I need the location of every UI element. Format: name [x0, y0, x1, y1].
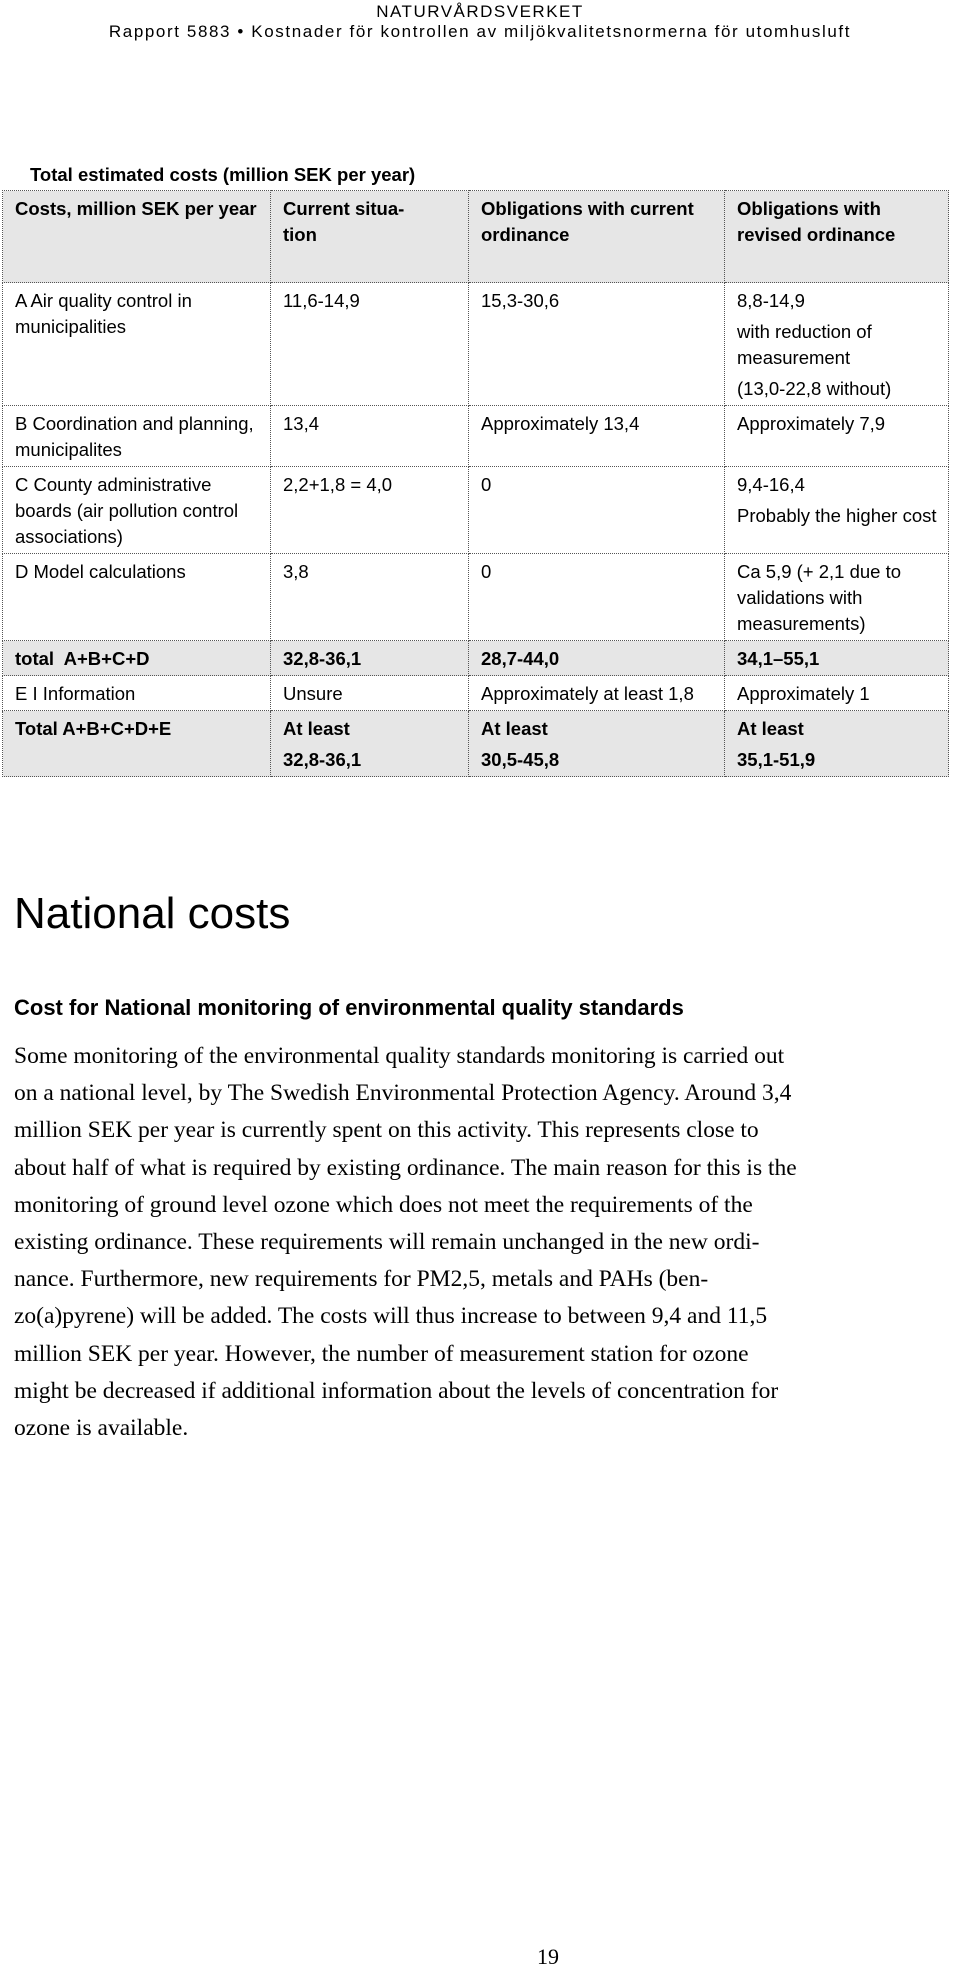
cell-obligations-revised	[725, 711, 949, 777]
section-subheading: Cost for National monitoring of environmental quality standards	[14, 995, 684, 1020]
cell-current: 32,8-36,1	[271, 641, 469, 676]
cell-current	[271, 711, 469, 777]
table-row	[3, 283, 949, 406]
section-heading: National costs	[14, 889, 291, 938]
cell-prefix: At least	[481, 718, 548, 739]
cell-current: 3,8	[271, 554, 469, 641]
cell-value: 35,1-51,9	[737, 749, 816, 770]
cost-table	[2, 190, 949, 777]
table-title: Total estimated costs (million SEK per year)	[30, 164, 416, 185]
cell-current: 11,6-14,9	[271, 283, 469, 406]
cell-obligations-revised: Ca 5,9 (+ 2,1 due to validations with measurements)	[725, 554, 949, 641]
row-label: E I Information	[3, 676, 271, 711]
cell-value: 30,5-45,8	[481, 749, 560, 770]
cell-obligations-revised: 34,1–55,1	[725, 641, 949, 676]
cell-prefix: At least	[283, 718, 350, 739]
row-label: A Air quality control in municipalities	[3, 283, 271, 406]
page-number: 19	[537, 1944, 559, 1969]
cell-current: 2,2+1,8 = 4,0	[271, 467, 469, 554]
page-header	[0, 2, 960, 42]
table-total-row	[3, 641, 949, 676]
table-row	[3, 676, 949, 711]
table-row	[3, 554, 949, 641]
cell-obligations-current: 28,7-44,0	[469, 641, 725, 676]
cell-note: with reduction of measurement	[737, 321, 872, 368]
row-label: Total A+B+C+D+E	[3, 711, 271, 777]
row-label: D Model calculations	[3, 554, 271, 641]
cell-obligations-current: 0	[469, 467, 725, 554]
cell-obligations-revised	[725, 283, 949, 406]
row-label: C County administrative boards (air pollution control associations)	[3, 467, 271, 554]
cell-prefix: At least	[737, 718, 804, 739]
cell-obligations-current: Approximately at least 1,8	[469, 676, 725, 711]
column-header	[271, 191, 469, 283]
table-row	[3, 467, 949, 554]
body-paragraph: Some monitoring of the environmental quality standards monitoring is carried out on a national level, by The Swedish Environmental Protection Agency. Around 3,4 million SEK per year is currently spent on this activity. This represents close to about half of what is required by existing ordinance. The main reason for this is the monitoring of ground level ozone which does not meet the requirements of the existing ordinance. These requirements will remain unchanged in the new ordi- nance. Furthermore, new requirements for PM2,5, metals and PAHs (ben- zo(a)pyrene) will be added. The costs will thus increase to between 9,4 and 11,5 million SEK per year. However, the number of measurement station for ozone might be decreased if additional information about the levels of concentration for ozone is available.	[14, 1043, 797, 1442]
cell-note: (13,0-22,8 without)	[737, 378, 892, 399]
column-header: Costs, million SEK per year	[3, 191, 271, 283]
cell-obligations-current: Approximately 13,4	[469, 406, 725, 467]
cell-obligations-revised: Approximately 1	[725, 676, 949, 711]
cell-value: 32,8-36,1	[283, 749, 362, 770]
table-grand-total-row	[3, 711, 949, 777]
cell-note: Probably the higher cost	[737, 505, 937, 526]
cell-value: 9,4-16,4	[737, 474, 805, 495]
cell-obligations-revised: Approximately 7,9	[725, 406, 949, 467]
column-header: Obligations with revised ordinance	[725, 191, 949, 283]
row-label: total A+B+C+D	[3, 641, 271, 676]
column-header-text: Current situa- tion	[283, 198, 405, 245]
cell-obligations-revised	[725, 467, 949, 554]
header-report-title: Rapport 5883 • Kostnader för kontrollen av miljökvalitetsnormerna för utomhusluft	[108, 22, 852, 41]
cell-obligations-current	[469, 711, 725, 777]
column-header: Obligations with current ordinance	[469, 191, 725, 283]
cell-current: 13,4	[271, 406, 469, 467]
header-organization: NATURVÅRDSVERKET	[376, 2, 584, 21]
row-label: B Coordination and planning, municipalites	[3, 406, 271, 467]
table-header-row	[3, 191, 949, 283]
cell-obligations-current: 15,3-30,6	[469, 283, 725, 406]
cell-value: 8,8-14,9	[737, 290, 805, 311]
cell-current: Unsure	[271, 676, 469, 711]
cell-obligations-current: 0	[469, 554, 725, 641]
table-row	[3, 406, 949, 467]
